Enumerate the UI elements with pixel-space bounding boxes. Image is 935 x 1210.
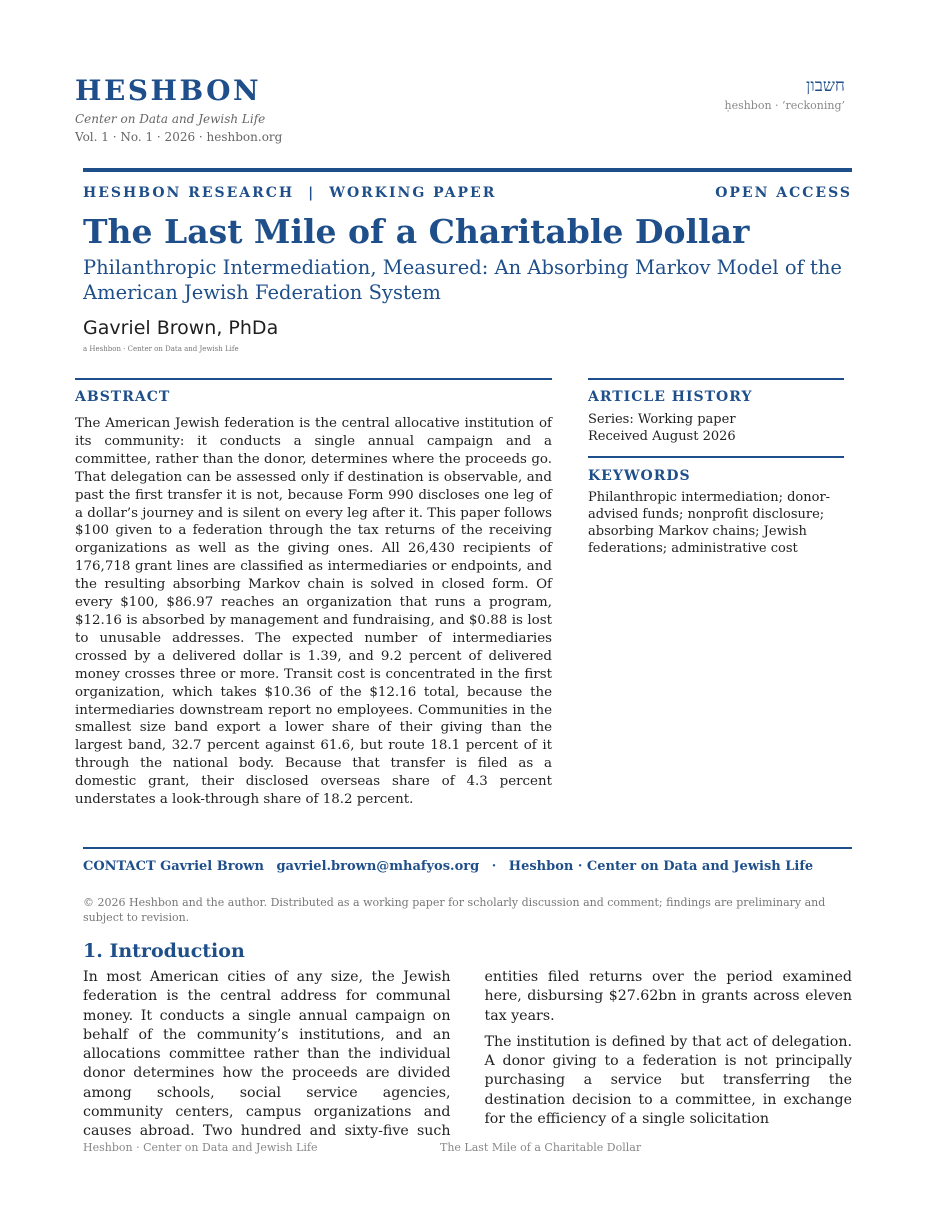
- author-line: [83, 317, 278, 339]
- copyright-notice: © 2026 Heshbon and the author. Distributed as a working paper for scholarly discussion and comment; findings are preliminary and subject to revision.: [83, 896, 826, 924]
- history-series: Series: Working paper: [588, 412, 736, 427]
- kicker-type: WORKING PAPER: [329, 185, 497, 201]
- introduction-paragraph-2: The institution is defined by that act of delegation. A donor giving to a federation is not principally purchasing a service but transferring the destination decision to a committee, in exchange for the efficiency of a single solicitation: [484, 1033, 852, 1128]
- history-received: Received August 2026: [588, 429, 736, 444]
- keywords-text: Philanthropic intermediation; donor-advised funds; nonprofit disclosure; absorbing Markov chains; Jewish federations; administrative cost: [588, 490, 831, 556]
- history-block: [588, 411, 844, 445]
- kicker-separator: |: [308, 185, 316, 201]
- contact-separator: ·: [491, 859, 497, 874]
- contact-label: CONTACT Gavriel Brown: [83, 859, 264, 874]
- open-access-badge: OPEN ACCESS: [715, 185, 852, 201]
- author-name: Gavriel Brown, PhD: [83, 317, 267, 339]
- keywords-heading: KEYWORDS: [588, 468, 691, 484]
- author-affiliation-mark: a: [266, 317, 279, 339]
- history-rule: [588, 378, 844, 380]
- introduction-columns: [83, 968, 852, 1160]
- contact-org: Heshbon · Center on Data and Jewish Life: [508, 859, 814, 874]
- introduction-heading: 1. Introduction: [83, 940, 245, 962]
- kicker: [83, 185, 496, 201]
- journal-brand: HESHBON: [75, 74, 262, 107]
- kicker-series: HESHBON RESEARCH: [83, 185, 295, 201]
- abstract-rule: [75, 378, 552, 380]
- footer-center: The Last Mile of a Charitable Dollar: [440, 1141, 642, 1154]
- paper-title: The Last Mile of a Charitable Dollar: [83, 212, 750, 251]
- introduction-body: [83, 968, 852, 1140]
- author-affiliation: a Heshbon · Center on Data and Jewish Life: [83, 345, 239, 353]
- hebrew-wordmark: חשבון: [806, 76, 845, 96]
- paper-subtitle: Philanthropic Intermediation, Measured: An Absorbing Markov Model of the American Jewish Federation System: [83, 256, 842, 304]
- header-rule: [83, 168, 852, 172]
- history-heading: ARTICLE HISTORY: [588, 389, 753, 405]
- journal-tagline: Center on Data and Jewish Life: [75, 112, 266, 126]
- contact-line: [83, 858, 843, 876]
- footer-left: Heshbon · Center on Data and Jewish Life: [83, 1141, 318, 1154]
- contact-email[interactable]: gavriel.brown@mhafyos.org: [276, 859, 480, 874]
- contact-rule: [83, 847, 852, 849]
- abstract-text: The American Jewish federation is the central allocative institution of its community: it conducts a single annual campaign and a committee, rather than the donor, determines where the proceeds go. That delegation can be assessed only if destination is observable, and past the first transfer it is not, because Form 990 discloses one leg of a dollar’s journey and is silent on every leg after it. This paper follows $100 given to a federation through the tax returns of the receiving organizations as well as the giving ones. All 26,430 recipients of 176,718 grant lines are classified as intermediaries or endpoints, and the resulting absorbing Markov chain is solved in closed form. Of every $100, $86.97 reaches an organization that runs a program, $12.16 is absorbed by management and fundraising, and $0.88 is lost to unusable addresses. The expected number of intermediaries crossed by a delivered dollar is 1.39, and 9.2 percent of delivered money crosses three or more. Transit cost is concentrated in the first organization, which takes $10.36 of the $12.16 total, because the intermediaries downstream report no employees. Communities in the smallest size band export a lower share of their giving than the largest band, 32.7 percent against 61.6, but route 18.1 percent of it through the national body. Because that transfer is filed as a domestic grant, their disclosed overseas share of 4.3 percent understates a look-through share of 18.2 percent.: [75, 416, 552, 808]
- keywords-rule: [588, 456, 844, 458]
- abstract-heading: ABSTRACT: [75, 389, 171, 405]
- journal-volume: Vol. 1 · No. 1 · 2026 · heshbon.org: [75, 130, 283, 144]
- introduction-paragraph-1: In most American cities of any size, the Jewish federation is the central address for communal money. It conducts a single annual campaign on behalf of the community’s institutions, and an allocations committee rather than the individual donor determines how the proceeds are divided among schools, social service agencies, community centers, campus organizations and causes abroad. Two hundred and sixty-five such entities filed returns over the period examined here, disbursing $27.62bn in grants across eleven tax years.: [83, 969, 852, 1140]
- hebrew-gloss: ḥeshbon · ‘reckoning’: [724, 99, 845, 112]
